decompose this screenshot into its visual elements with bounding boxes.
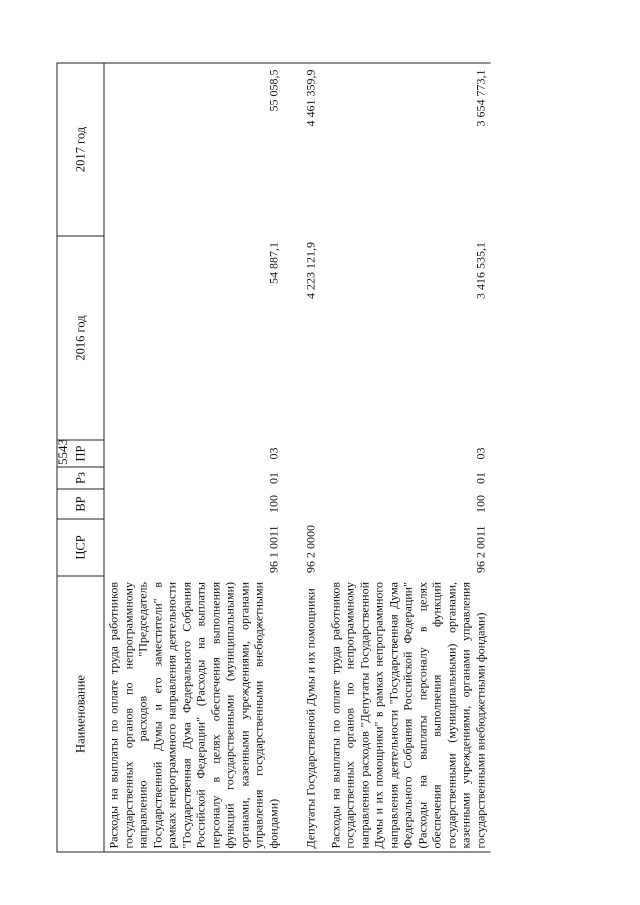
row-rz xyxy=(283,467,320,489)
row-name: Депутаты Государственной Думы и их помощники xyxy=(283,576,320,852)
header-row xyxy=(57,63,104,852)
row-rz: 01 xyxy=(472,472,487,484)
row-vr: 100 xyxy=(472,495,487,513)
row-vr: 100 xyxy=(265,495,280,513)
row-rz: 01 xyxy=(265,472,280,484)
header-vr: ВР xyxy=(57,489,104,519)
row-value-2017: 4 461 359,9 xyxy=(283,63,320,236)
row-pr: 03 xyxy=(472,447,487,460)
page-number: 5543 xyxy=(55,439,70,465)
row-value-2017: 3 654 773,1 xyxy=(320,63,490,236)
row-pr xyxy=(283,440,320,467)
table-row xyxy=(320,63,490,852)
table-row xyxy=(283,63,320,852)
row-value-2017: 55 058,5 xyxy=(104,63,284,236)
table-header xyxy=(57,63,104,852)
row-name: Расходы на выплаты по оплате труда работников государственных органов по непрограммному направлению расходов "Депутаты Государственной Думы и их помощники" в рамках непрограммного направления деятельности "Государственная Дума Федерального Собрания Российской Федерации" (Расходы на выплаты персоналу в целях обеспечения выполнения функций государственными (муниципальными) органами, казенными учреждениями, органами управления государственными внебюджетными фондами) xyxy=(320,576,490,852)
row-value-2016: 4 223 121,9 xyxy=(302,242,317,299)
header-rz: Рз xyxy=(57,467,104,489)
row-csr: 96 2 0000 xyxy=(302,525,317,573)
row-pr: 03 xyxy=(265,447,280,460)
row-value-2016: 3 416 535,1 xyxy=(472,242,487,299)
budget-table-container xyxy=(56,64,588,853)
header-name: Наименование xyxy=(57,576,104,852)
row-vr xyxy=(283,489,320,519)
header-year-2016: 2016 год xyxy=(57,236,104,440)
row-csr: 96 1 0011 xyxy=(265,525,280,573)
row-name: Расходы на выплаты по оплате труда работников государственных органов по непрограммному направлению расходов "Председатель Государственной Думы и его заместители" в рамках непрограммного направления деятельности "Государственная Дума Федерального Собрания Российской Федерации" (Расходы на выплаты персоналу в целях обеспечения выполнения функций государственными (муниципальными) органами, казенными учреждениями, органами управления государственными внебюджетными фондами) xyxy=(104,576,284,852)
table-body xyxy=(104,63,491,852)
budget-table xyxy=(56,63,490,853)
row-value-2016: 54 887,1 xyxy=(265,242,280,284)
row-csr: 96 2 0011 xyxy=(472,525,487,573)
table-row xyxy=(104,63,284,852)
header-csr: ЦСР xyxy=(57,519,104,576)
header-pr: ПР xyxy=(57,440,104,467)
header-year-2017: 2017 год xyxy=(57,63,104,236)
